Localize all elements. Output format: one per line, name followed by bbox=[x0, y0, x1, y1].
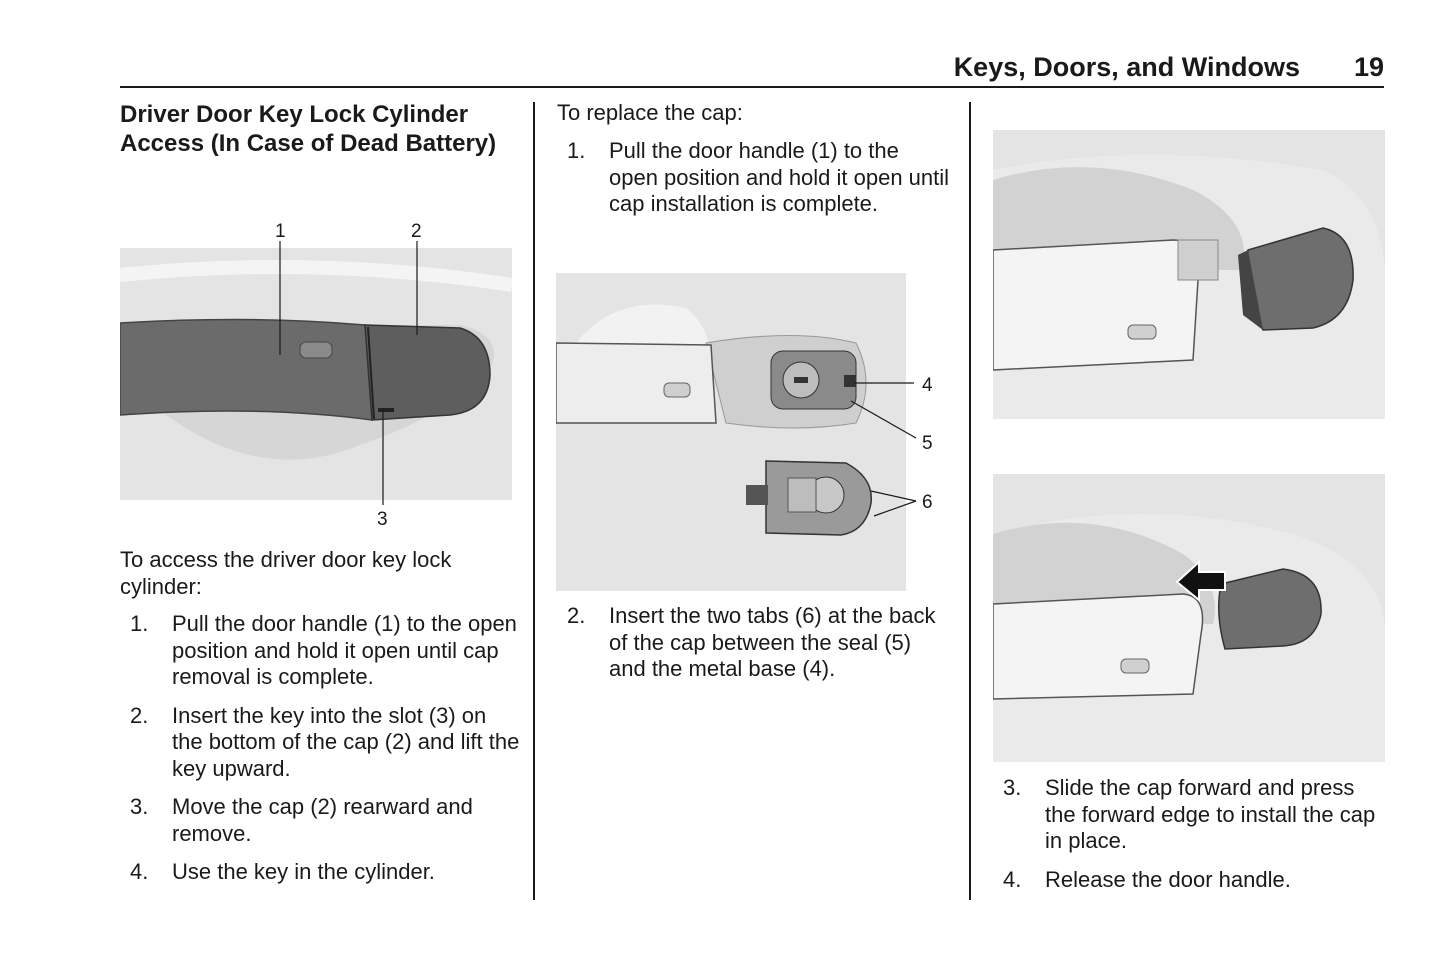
column2-steps-b bbox=[557, 603, 952, 683]
step-number: 2. bbox=[130, 702, 149, 728]
column1-steps bbox=[120, 611, 520, 886]
step-text: Pull the door handle (1) to the open position and hold it open until cap installation is complete. bbox=[609, 138, 950, 216]
step-text: Insert the key into the slot (3) on the bottom of the cap (2) and lift the key upward. bbox=[172, 702, 520, 781]
callout-5: 5 bbox=[922, 433, 933, 454]
column3-steps bbox=[993, 775, 1385, 893]
step-text: Use the key in the cylinder. bbox=[172, 859, 435, 884]
figure-door-handle-cap bbox=[120, 215, 512, 530]
step-number: 4. bbox=[130, 859, 149, 884]
column-divider-1 bbox=[533, 102, 535, 900]
list-item bbox=[993, 775, 1385, 855]
step-number: 3. bbox=[130, 794, 149, 819]
step-text: Release the door handle. bbox=[1045, 866, 1291, 892]
step-number: 4. bbox=[1003, 866, 1022, 892]
callout-2: 2 bbox=[411, 221, 422, 242]
list-item bbox=[120, 611, 520, 691]
step-text: Slide the cap forward and press the forward edge to install the cap in place. bbox=[1045, 775, 1376, 853]
callout-6: 6 bbox=[922, 492, 933, 513]
figure-lock-cylinder-and-cap bbox=[556, 273, 948, 591]
list-item bbox=[120, 703, 520, 783]
callout-4: 4 bbox=[922, 375, 933, 396]
section-title: Driver Door Key Lock Cylinder Access (In Case of Dead Battery) bbox=[120, 101, 497, 157]
figure-cap-aligned bbox=[993, 130, 1385, 419]
list-item bbox=[120, 794, 520, 847]
column1-intro: To access the driver door key lock cylinder: bbox=[120, 547, 452, 599]
step-text: Pull the door handle (1) to the open position and hold it open until cap removal is complete. bbox=[172, 611, 517, 689]
figure-cap-slide-forward bbox=[993, 474, 1385, 762]
column2-intro: To replace the cap: bbox=[557, 100, 743, 125]
list-item bbox=[120, 859, 520, 886]
step-text: Insert the two tabs (6) at the back of the cap between the seal (5) and the metal base (4). bbox=[609, 603, 936, 681]
column2-steps-a bbox=[557, 138, 952, 218]
step-number: 2. bbox=[567, 603, 586, 628]
step-number: 3. bbox=[1003, 775, 1022, 800]
running-header-title: Keys, Doors, and Windows bbox=[953, 52, 1300, 82]
callout-3: 3 bbox=[377, 509, 388, 530]
step-number: 1. bbox=[567, 138, 586, 163]
header-rule bbox=[120, 86, 1384, 88]
page-number: 19 bbox=[1353, 52, 1384, 82]
step-number: 1. bbox=[130, 611, 149, 636]
list-item bbox=[993, 867, 1385, 894]
list-item bbox=[557, 138, 952, 218]
list-item bbox=[557, 603, 952, 683]
step-text: Move the cap (2) rearward and remove. bbox=[172, 794, 473, 846]
callout-1: 1 bbox=[275, 221, 286, 242]
column-divider-2 bbox=[969, 102, 971, 900]
